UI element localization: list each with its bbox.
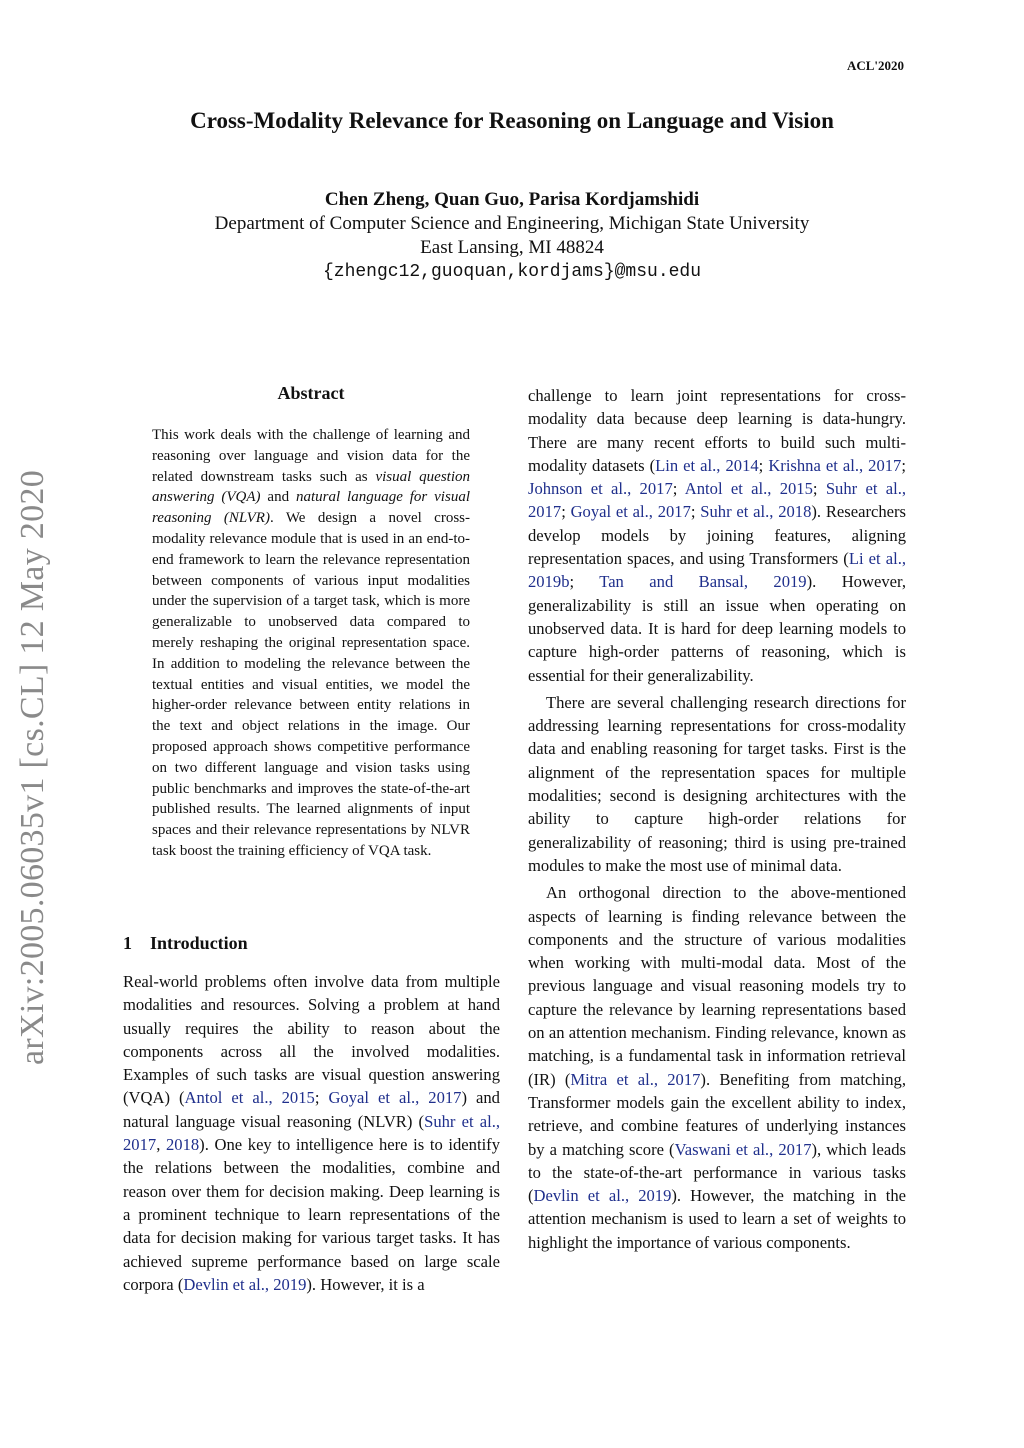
author-names: Chen Zheng, Quan Guo, Parisa Kordjamshidi xyxy=(324,189,700,210)
intro-paragraph-3: An orthogonal direction to the above-mentioned aspects of learning is finding relevance between the components and the structure of various modalities when working with multi-modal data. Most of the previous language and visual reasoning models try to capture the relevance by learning representations based on an attention mechanism. Finding relevance, known as matching, is a fundamental task in information retrieval (IR) (Mitra et al., 2017). Benefiting from matching, Transformer models gain the excellent ability to index, retrieve, and combine features of underlying instances by a matching score (Vaswani et al., 2017), which leads to the state-of-the-art performance in various tasks (Devlin et al., 2019). However, the matching in the attention mechanism is used to learn a set of weights to highlight the importance of various components. xyxy=(528,883,907,1252)
citation-link[interactable]: Devlin et al., 2019 xyxy=(183,1274,307,1294)
citation-link[interactable]: Goyal et al., 2017 xyxy=(570,502,691,522)
abstract-heading: Abstract xyxy=(277,383,345,403)
citation-link[interactable]: Goyal et al., 2017 xyxy=(328,1088,462,1108)
section-title: Introduction xyxy=(150,933,248,953)
intro-paragraph-2: There are several challenging research directions for addressing learning representations for cross-modality data and enabling reasoning for target tasks. First is the alignment of the representation spaces for multiple modalities; second is designing architectures with the ability to capture high-order relations for generalizability of reasoning; third is using pre-trained modules to make the most use of minimal data. xyxy=(528,692,906,875)
citation-link[interactable]: Antol et al., 2015 xyxy=(684,479,813,499)
citation-link[interactable]: Lin et al., 2014 xyxy=(655,455,759,475)
paper-title: Cross-Modality Relevance for Reasoning on Language and Vision xyxy=(190,108,834,133)
citation-link[interactable]: Vaswani et al., 2017 xyxy=(674,1139,812,1159)
citation-link[interactable]: Johnson et al., 2017 xyxy=(528,479,673,499)
affiliation: Department of Computer Science and Engineering, Michigan State University xyxy=(214,213,810,234)
citation-link[interactable]: Antol et al., 2015 xyxy=(184,1088,315,1108)
citation-link[interactable]: Suhr et al., 2017 xyxy=(123,1111,500,1155)
intro-paragraph-1: Real-world problems often involve data from multiple modalities and resources. Solving a problem at hand usually requires the ability to reason about the components across all the involved modalities. Examples of such tasks are visual question answering (VQA) (Antol et al., 2015; Goyal et al., 2017) and natural language visual reasoning (NLVR) (Suhr et al., 2017, 2018). One key to intelligence here is to identify the relations between the modalities, combine and reason over them for decision making. Deep learning is a prominent technique to learn representations of the data for decision making for various target tasks. It has achieved supreme performance based on large scale corpora (Devlin et al., 2019). However, it is a xyxy=(123,972,501,1294)
citation-link[interactable]: 2018 xyxy=(165,1135,200,1155)
citation-link[interactable]: Suhr et al., 2017 xyxy=(528,479,907,522)
author-block xyxy=(0,188,1024,284)
intro-left-column xyxy=(123,970,500,1296)
citation-link[interactable]: Tan and Bansal, 2019 xyxy=(599,572,807,592)
arxiv-identifier: arXiv:2005.06035v1 [cs.CL] 12 May 2020 xyxy=(14,470,51,1065)
section-number: 1 xyxy=(123,933,132,953)
citation-link[interactable]: Devlin et al., 2019 xyxy=(533,1186,672,1206)
citation-link[interactable]: Mitra et al., 2017 xyxy=(570,1069,701,1089)
venue-label: ACL'2020 xyxy=(846,58,904,73)
intro-paragraph-1-cont: challenge to learn joint representations for cross-modality data because deep learning is data-hungry. There are many recent efforts to build such multi-modality datasets (Lin et al., 2014; Krishna et al., 2017; Johnson et al., 2017; Antol et al., 2015; Suhr et al., 2017; Goyal et al., 2017; Suhr et al., 2018). Researchers develop models by joining features, aligning representation spaces, and using Transformers (Li et al., 2019b; Tan and Bansal, 2019). However, generalizability is still an issue when operating on unobserved data. It is hard for deep learning models to capture high-order patterns of reasoning, which is essential for their generalizability. xyxy=(528,386,907,685)
section-heading-introduction xyxy=(123,933,248,954)
abstract-body: This work deals with the challenge of learning and reasoning over language and vision data for the related downstream tasks such as visual question answering (VQA) and natural language for visual reasoning (NLVR). We design a novel cross-modality relevance module that is used in an end-to-end framework to learn the relevance representation between components of various input modalities under the supervision of a target task, which is more generalizable to unobserved data compared to merely reshaping the original representation space. In addition to modeling the relevance between the textual entities and visual entities, we model the higher-order relevance between entity relations in the text and object relations in the image. Our proposed approach shows competitive performance on two different language and vision tasks using public benchmarks and improves the state-of-the-art published results. The learned alignments of input spaces and their relevance representations by NLVR task boost the training efficiency of VQA task. xyxy=(152,427,470,859)
location: East Lansing, MI 48824 xyxy=(420,237,604,258)
citation-link[interactable]: Krishna et al., 2017 xyxy=(768,455,902,475)
intro-right-column xyxy=(528,384,906,1254)
citation-link[interactable]: Li et al., 2019b xyxy=(528,549,906,592)
citation-link[interactable]: Suhr et al., 2018 xyxy=(700,502,812,522)
author-email: {zhengc12,guoquan,kordjams}@msu.edu xyxy=(322,262,702,282)
